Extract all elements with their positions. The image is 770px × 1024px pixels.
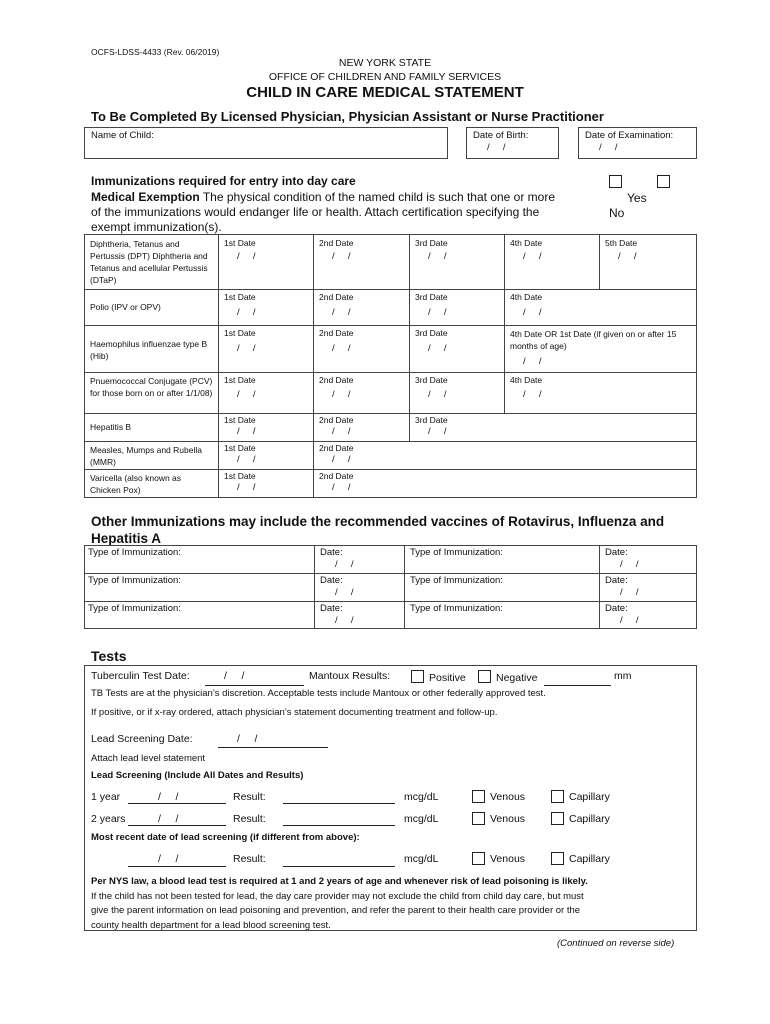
dose-label: 2nd Date	[319, 292, 354, 302]
header-office: OFFICE OF CHILDREN AND FAMILY SERVICES	[268, 71, 502, 83]
dose-label: 4th Date	[510, 238, 543, 248]
recent-lead-screening-label: Most recent date of lead screening (if different from above):	[91, 832, 360, 843]
dob-label: Date of Birth:	[473, 130, 529, 141]
dose-label: 1st Date	[224, 238, 256, 248]
capillary-label: Capillary	[569, 791, 610, 803]
other-immunizations-heading: Other Immunizations may include the recommended vaccines of Rotavirus, Influenza and Hepatitis A	[91, 514, 665, 546]
exam-label: Date of Examination:	[585, 130, 674, 141]
date-field[interactable]: Date:	[320, 603, 343, 614]
immunizations-heading: Immunizations required for entry into day care	[91, 174, 356, 188]
mm-label: mm	[614, 670, 632, 682]
dose-label: 2nd Date	[319, 328, 354, 338]
unit-label: mcg/dL	[404, 853, 439, 865]
date-entry[interactable]: / /	[523, 307, 542, 318]
date-entry[interactable]: / /	[428, 426, 447, 437]
lead-screening-heading: Lead Screening (Include All Dates and Results)	[91, 770, 304, 781]
dose-label: 3rd Date	[415, 238, 448, 248]
date-field[interactable]: Date:	[320, 547, 343, 558]
medical-exemption-text: Medical Exemption The physical condition of the named child is such that one or more of the immunizations would endanger life or health. Attach certification specifying the exempt immunization(s).	[91, 190, 556, 234]
result-label: Result:	[233, 853, 266, 865]
dose-label: 1st Date	[224, 415, 256, 425]
vaccine-name-hepb: Hepatitis B	[90, 422, 132, 432]
type-of-immunization-field[interactable]: Type of Immunization:	[88, 547, 181, 558]
result-field[interactable]	[283, 825, 395, 826]
date-entry[interactable]: / /	[332, 482, 351, 493]
date-field[interactable]: Date:	[320, 575, 343, 586]
immunization-table	[84, 234, 697, 498]
date-entry[interactable]: / /	[237, 251, 256, 262]
date-entry[interactable]: / /	[428, 389, 447, 400]
result-field[interactable]	[283, 803, 395, 804]
type-of-immunization-field[interactable]: Type of Immunization:	[410, 603, 503, 614]
date-entry[interactable]: / /	[332, 426, 351, 437]
venous-checkbox[interactable]	[472, 852, 485, 865]
date-field[interactable]: Date:	[605, 603, 628, 614]
date-entry[interactable]: / /	[237, 482, 256, 493]
dose-label: 1st Date	[224, 471, 256, 481]
type-of-immunization-field[interactable]: Type of Immunization:	[88, 575, 181, 586]
unit-label: mcg/dL	[404, 791, 439, 803]
venous-label: Venous	[490, 813, 526, 825]
venous-checkbox[interactable]	[472, 812, 485, 825]
dose-label: 3rd Date	[415, 292, 448, 302]
lead-age-1-year: 1 year	[91, 791, 121, 803]
date-entry[interactable]: / /	[428, 251, 447, 262]
date-entry[interactable]: / /	[332, 343, 351, 354]
vaccine-name-varicella: Varicella (also known as Chicken Pox)	[90, 473, 182, 495]
vaccine-name-dtap: Diphtheria, Tetanus and Pertussis (DPT) Diphtheria and Tetanus and acellular Pertussis (DTaP)	[90, 239, 208, 285]
recent-lead-date-field[interactable]	[128, 866, 226, 867]
dose-label: 4th Date	[510, 292, 543, 302]
date-field[interactable]: Date:	[605, 575, 628, 586]
page-title: CHILD IN CARE MEDICAL STATEMENT	[246, 84, 524, 101]
attach-lead-note: Attach lead level statement	[91, 753, 206, 764]
dose-label: 1st Date	[224, 292, 256, 302]
dose-label: 2nd Date	[319, 238, 354, 248]
dose-label: 3rd Date	[415, 375, 448, 385]
capillary-label: Capillary	[569, 853, 610, 865]
tb-test-date-field[interactable]	[205, 685, 304, 686]
yes-label: Yes	[627, 191, 647, 205]
date-entry[interactable]: / /	[523, 356, 542, 367]
date-entry[interactable]: / /	[237, 307, 256, 318]
date-entry[interactable]: / /	[237, 389, 256, 400]
lead-date-field[interactable]	[128, 825, 226, 826]
no-label: No	[609, 206, 625, 220]
capillary-checkbox[interactable]	[551, 790, 564, 803]
negative-label: Negative	[496, 672, 538, 684]
venous-label: Venous	[490, 791, 526, 803]
date-entry[interactable]: / /	[523, 389, 542, 400]
other-immunizations-table: Type of Immunization: Date: / / Type of Immunization: Date: / / Type of Immunization: Date: / / Type of Immunization: Date: / / Type of Immunization: Date: / / Type of Immunization: Date: / /	[84, 545, 697, 629]
dose-label: 1st Date	[224, 328, 256, 338]
tb-note: TB Tests are at the physician’s discretion. Acceptable tests include Mantoux or other federally approved test.	[91, 688, 546, 699]
type-of-immunization-field[interactable]: Type of Immunization:	[88, 603, 181, 614]
date-of-exam-field[interactable]: Date of Examination: / /	[578, 127, 697, 159]
date-entry[interactable]: / /	[332, 389, 351, 400]
exemption-yes-checkbox[interactable]	[609, 175, 622, 188]
date-entry[interactable]: / /	[332, 307, 351, 318]
page-subtitle: To Be Completed By Licensed Physician, Physician Assistant or Nurse Practitioner	[91, 109, 604, 124]
name-of-child-field[interactable]	[84, 127, 448, 159]
positive-note: If positive, or if x-ray ordered, attach physician’s statement documenting treatment and follow-up.	[91, 707, 498, 718]
capillary-label: Capillary	[569, 813, 610, 825]
exemption-no-checkbox[interactable]	[657, 175, 670, 188]
dose-label: 2nd Date	[319, 415, 354, 425]
unit-label: mcg/dL	[404, 813, 439, 825]
dose-label: 3rd Date	[415, 415, 448, 425]
date-entry[interactable]: / /	[523, 251, 542, 262]
type-of-immunization-field[interactable]: Type of Immunization:	[410, 547, 503, 558]
vaccine-name-pcv: Pnuemococcal Conjugate (PCV) for those born on or after 1/1/08)	[90, 376, 213, 398]
nys-lead-law-note: Per NYS law, a blood lead test is required at 1 and 2 years of age and whenever risk of lead poisoning is likely. If the child has not been tested for lead, the day care provider may not exclude the child from child day care, but must give the parent information on lead poisoning and prevention, and refer the parent to their health care provider or the county health department for a lead blood screening test.	[91, 876, 588, 931]
negative-checkbox[interactable]	[478, 670, 491, 683]
venous-checkbox[interactable]	[472, 790, 485, 803]
date-entry[interactable]: / /	[332, 251, 351, 262]
vaccine-name-mmr: Measles, Mumps and Rubella (MMR)	[90, 445, 202, 467]
result-label: Result:	[233, 813, 266, 825]
lead-screening-date-label: Lead Screening Date:	[91, 733, 193, 745]
form-id: OCFS-LDSS-4433 (Rev. 06/2019)	[91, 47, 220, 57]
dose-label: 2nd Date	[319, 375, 354, 385]
result-label: Result:	[233, 791, 266, 803]
dose-label: 3rd Date	[415, 328, 448, 338]
date-entry[interactable]: / /	[332, 454, 351, 465]
capillary-checkbox[interactable]	[551, 852, 564, 865]
date-entry[interactable]: / /	[237, 343, 256, 354]
date-entry[interactable]: / /	[237, 426, 256, 437]
date-entry[interactable]: / /	[428, 307, 447, 318]
tests-heading: Tests	[91, 648, 127, 664]
dose-label: 5th Date	[605, 238, 638, 248]
vaccine-name-polio: Polio (IPV or OPV)	[90, 302, 161, 312]
name-of-child-label: Name of Child:	[91, 130, 154, 141]
continued-note: (Continued on reverse side)	[557, 938, 675, 949]
date-entry[interactable]: / /	[237, 454, 256, 465]
date-of-birth-field[interactable]: Date of Birth: / /	[466, 127, 559, 159]
type-of-immunization-field[interactable]: Type of Immunization:	[410, 575, 503, 586]
dose-label: 1st Date	[224, 443, 256, 453]
mantoux-results-label: Mantoux Results:	[309, 670, 391, 682]
capillary-checkbox[interactable]	[551, 812, 564, 825]
date-entry[interactable]: / /	[618, 251, 637, 262]
dose-label: 2nd Date	[319, 443, 354, 453]
lead-age-2-years: 2 years	[91, 813, 126, 825]
dose-label: 4th Date	[510, 375, 543, 385]
vaccine-name-hib: Haemophilus influenzae type B (Hib)	[90, 339, 208, 361]
dose-label: 2nd Date	[319, 471, 354, 481]
date-field[interactable]: Date:	[605, 547, 628, 558]
mm-result-field[interactable]	[544, 685, 611, 686]
result-field[interactable]	[283, 866, 395, 867]
lead-screening-date-field[interactable]	[218, 747, 328, 748]
positive-checkbox[interactable]	[411, 670, 424, 683]
lead-date-field[interactable]	[128, 803, 226, 804]
date-entry[interactable]: / /	[428, 343, 447, 354]
venous-label: Venous	[490, 853, 526, 865]
header-state: NEW YORK STATE	[338, 57, 432, 69]
tb-test-date-label: Tuberculin Test Date:	[91, 670, 190, 682]
dose-label: 1st Date	[224, 375, 256, 385]
dose-label: 4th Date OR 1st Date (if given on or after 15 months of age)	[510, 329, 677, 351]
positive-label: Positive	[429, 672, 466, 684]
